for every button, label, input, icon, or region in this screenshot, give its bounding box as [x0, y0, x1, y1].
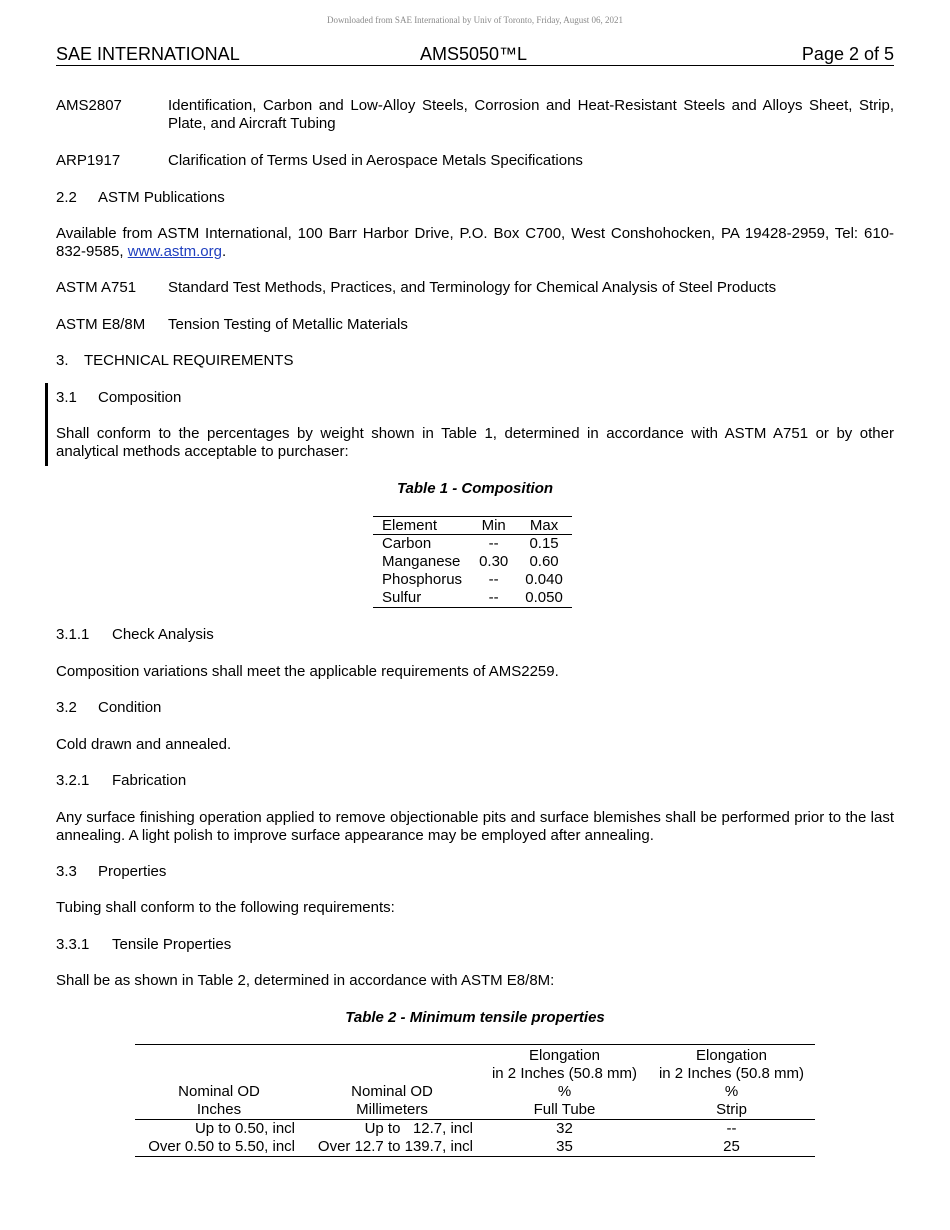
header-line: in 2 Inches (50.8 mm)	[658, 1065, 805, 1082]
header-line: Elongation	[529, 1047, 600, 1064]
section-number: 2.2	[56, 189, 77, 206]
ref-text: Clarification of Terms Used in Aerospace Metals Specifications	[168, 152, 583, 169]
table1-caption: Table 1 - Composition	[396, 480, 554, 497]
section-title: Fabrication	[112, 772, 187, 789]
header-line: in 2 Inches (50.8 mm)	[491, 1065, 638, 1082]
section-number: 3.2.1	[56, 772, 90, 789]
table-cell: Manganese	[382, 553, 461, 570]
composition-table	[373, 516, 572, 608]
header-line: Millimeters	[356, 1101, 428, 1118]
astm-availability-text: Available from ASTM International, 100 Barr Harbor Drive, P.O. Box C700, West Conshohocken, PA 19428-2959, Tel: 610-832-9585,	[56, 225, 894, 260]
table-cell: 0.60	[529, 553, 559, 570]
header-doc-number: AMS5050™L	[420, 44, 528, 64]
header-line: Nominal OD	[351, 1083, 433, 1100]
table-header-row	[373, 517, 572, 535]
ref-code: ASTM E8/8M	[56, 316, 146, 333]
table-row	[373, 535, 572, 554]
header-line: Full Tube	[533, 1101, 596, 1118]
properties-paragraph: Tubing shall conform to the following requirements:	[56, 899, 395, 916]
section-title: Tensile Properties	[112, 936, 232, 953]
table-row	[373, 589, 572, 608]
astm-availability-end: .	[221, 243, 227, 260]
section-number: 3.3	[56, 863, 77, 880]
download-watermark: Downloaded from SAE International by Univ of Toronto, Friday, August 06, 2021	[326, 15, 624, 25]
page-header	[56, 44, 894, 66]
table-cell: Over 12.7 to 139.7, incl	[303, 1138, 481, 1157]
header-line: %	[557, 1083, 572, 1100]
table2-caption: Table 2 - Minimum tensile properties	[345, 1009, 605, 1026]
table-cell: Up to 12.7, incl	[364, 1120, 473, 1137]
table-cell: Over 0.50 to 5.50, incl	[135, 1138, 303, 1157]
section-title: Composition	[98, 389, 182, 406]
section-title: TECHNICAL REQUIREMENTS	[84, 352, 294, 369]
header-org: SAE INTERNATIONAL	[56, 44, 240, 64]
ref-text: Identification, Carbon and Low-Alloy Steels, Corrosion and Heat-Resistant Steels and Alloys Sheet, Strip, Plate, and Aircraft Tubing	[168, 97, 894, 132]
ref-text: Tension Testing of Metallic Materials	[168, 316, 408, 333]
section-title: Condition	[98, 699, 162, 716]
condition-paragraph: Cold drawn and annealed.	[56, 736, 232, 753]
header-page-number: Page 2 of 5	[801, 44, 894, 64]
section-number: 3.1	[56, 389, 77, 406]
table-cell: --	[488, 535, 499, 552]
section-title: Properties	[98, 863, 167, 880]
table-header-cell	[648, 1045, 815, 1120]
composition-paragraph: Shall conform to the percentages by weight shown in Table 1, determined in accordance with ASTM A751 or by other analytical methods acceptable to purchaser:	[56, 425, 894, 460]
tensile-properties-table	[135, 1044, 815, 1157]
ref-code: ARP1917	[56, 152, 121, 169]
section-number: 3.3.1	[56, 936, 90, 953]
table-cell: 25	[648, 1138, 815, 1157]
section-number: 3.2	[56, 699, 77, 716]
header-line: Strip	[716, 1101, 747, 1118]
table-cell: --	[488, 571, 499, 588]
section-number: 3.	[56, 352, 69, 369]
table-header-cell: Max	[516, 517, 572, 535]
table-row	[373, 553, 572, 571]
table-header-cell: Element	[373, 517, 471, 535]
table-header-cell	[481, 1045, 648, 1120]
header-line: Elongation	[696, 1047, 767, 1064]
table-cell: 32	[556, 1120, 573, 1137]
section-title: Check Analysis	[112, 626, 214, 643]
table-cell: --	[726, 1120, 737, 1137]
table-row	[135, 1138, 815, 1157]
table-row	[135, 1120, 815, 1139]
astm-availability-paragraph	[56, 225, 894, 261]
table-header-cell	[135, 1045, 303, 1120]
section-number: 3.1.1	[56, 626, 90, 643]
ref-text: Standard Test Methods, Practices, and Terminology for Chemical Analysis of Steel Products	[168, 279, 777, 296]
header-line: Nominal OD	[178, 1083, 260, 1100]
table-cell: 0.30	[479, 553, 509, 570]
section-title: ASTM Publications	[98, 189, 225, 206]
table-cell: Carbon	[382, 535, 432, 552]
header-line: %	[724, 1083, 739, 1100]
tensile-paragraph: Shall be as shown in Table 2, determined in accordance with ASTM E8/8M:	[56, 972, 555, 989]
astm-website-link[interactable]: www.astm.org	[127, 243, 222, 260]
table-cell: 0.050	[516, 589, 572, 608]
check-analysis-paragraph: Composition variations shall meet the applicable requirements of AMS2259.	[56, 663, 559, 680]
revision-change-bar	[45, 383, 48, 466]
table-cell: Sulfur	[373, 589, 471, 608]
table-cell: Up to 0.50, incl	[194, 1120, 295, 1137]
ref-code: ASTM A751	[56, 279, 137, 296]
table-cell: Phosphorus	[382, 571, 463, 588]
table-cell: 0.15	[529, 535, 559, 552]
table-cell: --	[471, 589, 516, 608]
table-header-row	[135, 1045, 815, 1120]
table-header-cell	[303, 1045, 481, 1120]
header-line: Inches	[196, 1101, 242, 1118]
ref-code: AMS2807	[56, 97, 122, 114]
table-cell: 35	[481, 1138, 648, 1157]
table-header-cell: Min	[471, 517, 516, 535]
fabrication-paragraph: Any surface finishing operation applied to remove objectionable pits and surface blemishes shall be performed prior to the last annealing. A light polish to improve surface appearance may be employed after annealing.	[56, 809, 894, 844]
table-row	[373, 571, 572, 589]
table-cell: 0.040	[525, 571, 563, 588]
